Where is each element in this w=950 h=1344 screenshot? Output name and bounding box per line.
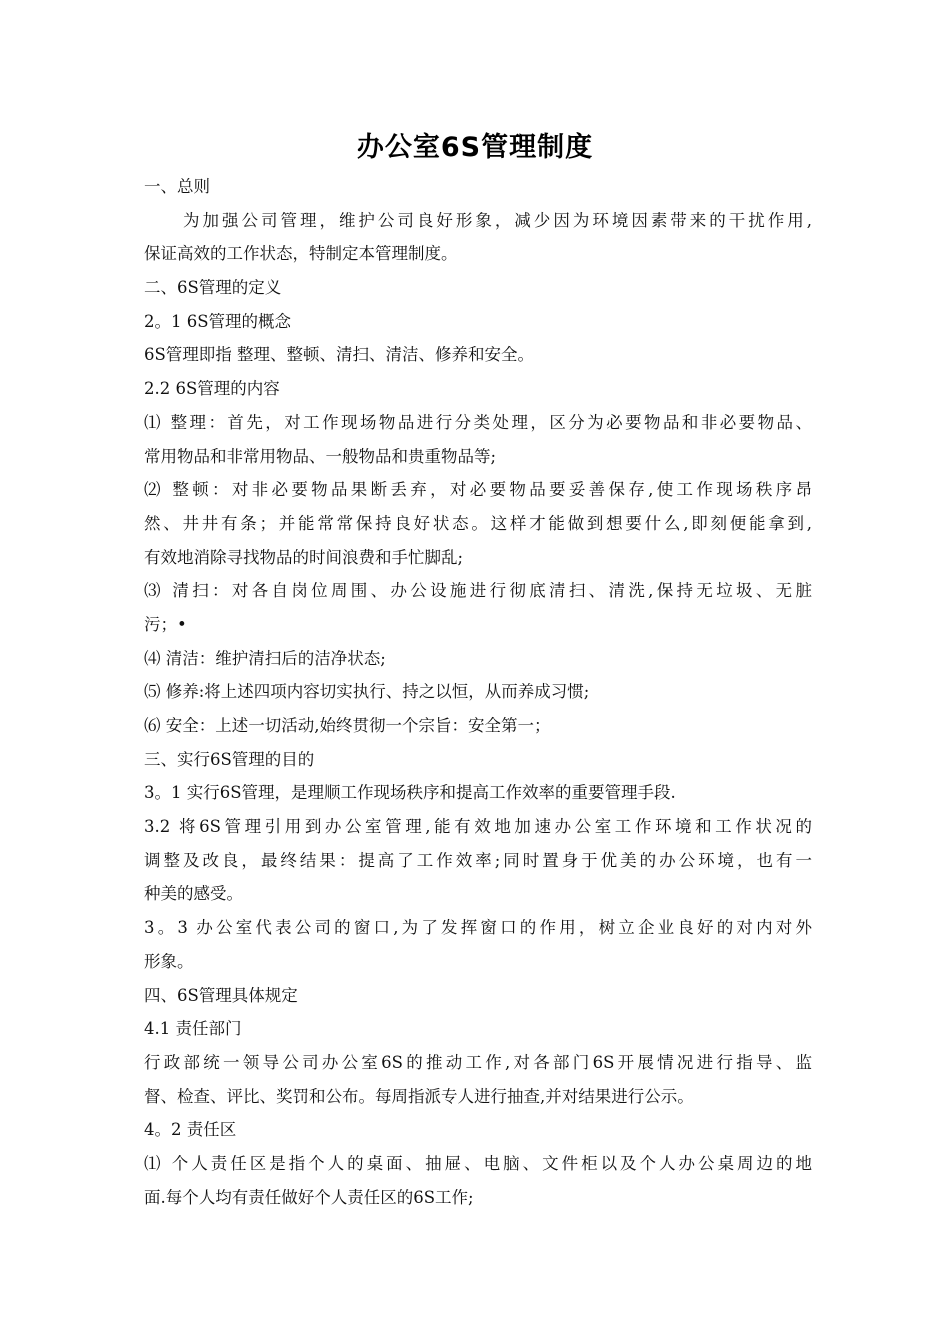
paragraph-line: ⑷ 清洁：维护清扫后的洁净状态; — [144, 648, 386, 668]
section-heading: 一、总则 — [144, 177, 210, 196]
paragraph-line: 常用物品和非常用物品、一般物品和贵重物品等; — [144, 446, 497, 466]
document-body — [144, 170, 812, 1214]
paragraph-line: 调整及改良，最终结果：提高了工作效率;同时置身于优美的办公环境，也有一 — [144, 850, 812, 870]
subsection-heading: 4。2 责任区 — [144, 1120, 237, 1140]
subsection-heading: 2.2 6S管理的内容 — [144, 379, 280, 399]
paragraph-line: 有效地消除寻找物品的时间浪费和手忙脚乱; — [144, 547, 464, 567]
paragraph-line: 6S管理即指 整理、整顿、清扫、清洁、修养和安全。 — [144, 345, 535, 365]
paragraph-line: ⑴ 整理：首先，对工作现场物品进行分类处理，区分为必要物品和非必要物品、 — [144, 412, 812, 432]
section-heading: 二、6S管理的定义 — [144, 278, 282, 298]
paragraph-line: ⑸ 修养:将上述四项内容切实执行、持之以恒，从而养成习惯; — [144, 682, 590, 702]
paragraph-line: ⑹ 安全：上述一切活动,始终贯彻一个宗旨：安全第一； — [144, 716, 551, 735]
paragraph-line: ⑴ 个人责任区是指个人的桌面、抽屉、电脑、文件柜以及个人办公桌周边的地 — [144, 1153, 812, 1173]
paragraph-line: 为加强公司管理，维护公司良好形象，减少因为环境因素带来的干扰作用, — [183, 210, 812, 230]
paragraph-line: 然、井井有条；并能常常保持良好状态。这样才能做到想要什么,即刻便能拿到, — [144, 513, 812, 533]
document-title: 办公室6S管理制度 — [356, 132, 594, 163]
paragraph-line: 种美的感受。 — [144, 884, 243, 904]
paragraph-line: ⑵ 整顿：对非必要物品果断丢弃，对必要物品要妥善保存,使工作现场秩序昂 — [144, 480, 812, 500]
subsection-heading: 4.1 责任部门 — [144, 1019, 242, 1039]
section-heading: 四、6S管理具体规定 — [144, 985, 298, 1005]
paragraph-line: 污；• — [144, 614, 187, 634]
paragraph-line: 3。1 实行6S管理，是理顺工作现场秩序和提高工作效率的重要管理手段. — [144, 783, 676, 803]
paragraph-line: 3。3 办公室代表公司的窗口,为了发挥窗口的作用，树立企业良好的对内对外 — [144, 918, 812, 938]
subsection-heading: 2。1 6S管理的概念 — [144, 311, 292, 331]
paragraph-line: 形象。 — [144, 951, 194, 971]
paragraph-line: 3.2 将6S管理引用到办公室管理,能有效地加速办公室工作环境和工作状况的 — [144, 817, 812, 837]
paragraph-line: ⑶ 清扫：对各自岗位周围、办公设施进行彻底清扫、清洗,保持无垃圾、无脏 — [144, 581, 812, 601]
paragraph-line: 行政部统一领导公司办公室6S的推动工作,对各部门6S开展情况进行指导、监 — [144, 1052, 812, 1072]
paragraph-line: 保证高效的工作状态，特制定本管理制度。 — [144, 244, 458, 264]
section-heading: 三、实行6S管理的目的 — [144, 749, 315, 769]
paragraph-line: 面.每个人均有责任做好个人责任区的6S工作; — [144, 1187, 474, 1207]
paragraph-line: 督、检查、评比、奖罚和公布。每周指派专人进行抽查,并对结果进行公示。 — [144, 1086, 694, 1106]
